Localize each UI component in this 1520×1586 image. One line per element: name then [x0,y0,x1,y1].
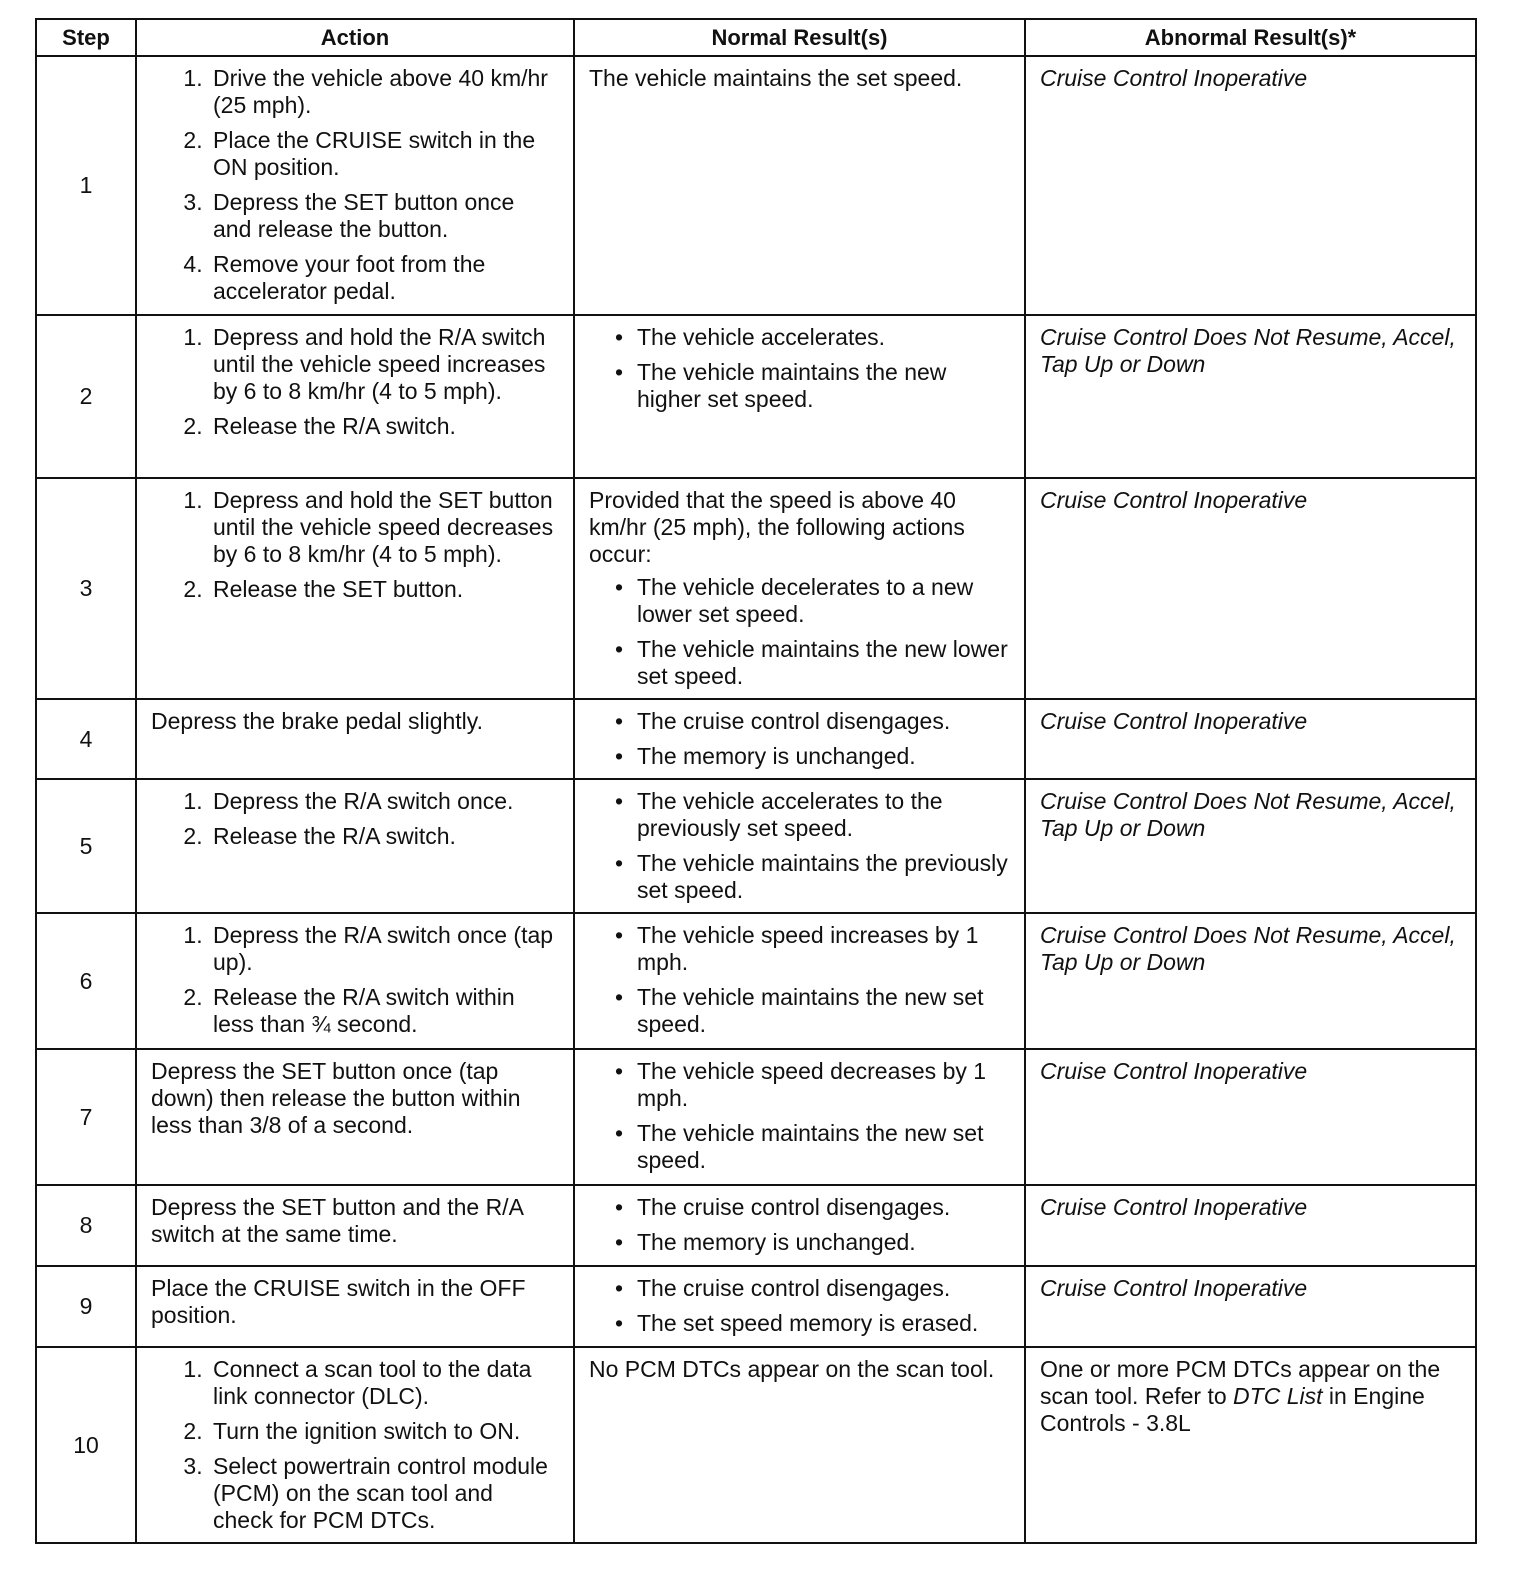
abnormal-result-text [1040,1356,1461,1437]
table-row [36,315,1476,478]
table-row [36,699,1476,779]
normal-result-cell [574,478,1025,699]
action-cell: Depress the SET button and the R/A switch at the same time. [136,1185,574,1266]
normal-result-text: The vehicle maintains the set speed. [589,65,963,91]
normal-result-item: • The set speed memory is erased. [637,1310,1010,1337]
table-row [36,1049,1476,1185]
action-item: 3. Select powertrain control module (PCM) on the scan tool and check for PCM DTCs. [209,1453,559,1534]
abnormal-result-cell: Cruise Control Inoperative [1025,1266,1476,1347]
normal-result-item: • The vehicle maintains the new lower set speed. [637,636,1010,690]
step-number: 2 [36,315,136,478]
table-row [36,779,1476,913]
normal-result-item: • The vehicle accelerates. [637,324,1010,351]
normal-result-item: • The vehicle speed increases by 1 mph. [637,922,1010,976]
table-row [36,913,1476,1049]
step-number: 9 [36,1266,136,1347]
cruise-control-diagnostic-table [35,18,1477,1544]
normal-result-item: • The cruise control disengages. [637,1194,1010,1221]
header-normal-results: Normal Result(s) [574,19,1025,56]
abnormal-result-cell: Cruise Control Inoperative [1025,1049,1476,1185]
normal-result-cell [574,779,1025,913]
normal-result-lead: Provided that the speed is above 40 km/hr (25 mph), the following actions occur: [589,487,965,567]
normal-result-cell [574,913,1025,1049]
action-item: 2. Release the SET button. [209,576,559,603]
abnormal-text-part: in Engine Controls - 3.8L [1040,1383,1425,1436]
normal-result-cell [574,699,1025,779]
abnormal-result-cell [1025,1347,1476,1543]
action-item: 1. Drive the vehicle above 40 km/hr (25 mph). [209,65,559,119]
action-cell [136,56,574,315]
step-number: 3 [36,478,136,699]
abnormal-result-cell: Cruise Control Inoperative [1025,699,1476,779]
normal-result-item: • The cruise control disengages. [637,1275,1010,1302]
normal-result-item: • The vehicle maintains the new set speed. [637,1120,1010,1174]
normal-result-cell [574,56,1025,315]
table-row [36,1347,1476,1543]
normal-result-cell [574,1049,1025,1185]
table-row [36,478,1476,699]
action-cell: Depress the SET button once (tap down) then release the button within less than 3/8 of a second. [136,1049,574,1185]
action-item: 2. Release the R/A switch within less than ¾ second. [209,984,559,1038]
action-item: 2. Place the CRUISE switch in the ON position. [209,127,559,181]
action-cell [136,779,574,913]
abnormal-result-cell: Cruise Control Inoperative [1025,478,1476,699]
normal-result-item: • The vehicle accelerates to the previously set speed. [637,788,1010,842]
abnormal-text-part: One or more PCM DTCs appear on the scan tool. Refer to [1040,1356,1441,1409]
normal-result-cell [574,1266,1025,1347]
abnormal-result-cell: Cruise Control Does Not Resume, Accel, Tap Up or Down [1025,779,1476,913]
action-item: 3. Depress the SET button once and release the button. [209,189,559,243]
normal-result-item: • The cruise control disengages. [637,708,1010,735]
normal-result-item: • The memory is unchanged. [637,743,1010,770]
table-row [36,56,1476,315]
normal-result-item: • The vehicle decelerates to a new lower set speed. [637,574,1010,628]
normal-result-item: • The vehicle maintains the previously set speed. [637,850,1010,904]
step-number: 10 [36,1347,136,1543]
action-item: 2. Release the R/A switch. [209,413,559,440]
action-item: 2. Turn the ignition switch to ON. [209,1418,559,1445]
step-number: 4 [36,699,136,779]
action-item: 4. Remove your foot from the accelerator pedal. [209,251,559,305]
table-row [36,1266,1476,1347]
normal-result-item: • The vehicle maintains the new set speed. [637,984,1010,1038]
action-item: 2. Release the R/A switch. [209,823,559,850]
action-cell [136,478,574,699]
action-cell [136,315,574,478]
header-action: Action [136,19,574,56]
action-cell [136,913,574,1049]
abnormal-result-cell: Cruise Control Inoperative [1025,56,1476,315]
normal-result-cell [574,1347,1025,1543]
normal-result-cell [574,315,1025,478]
normal-result-text: No PCM DTCs appear on the scan tool. [589,1356,995,1382]
header-row [36,19,1476,56]
step-number: 5 [36,779,136,913]
header-step: Step [36,19,136,56]
action-item: 1. Depress and hold the SET button until the vehicle speed decreases by 6 to 8 km/hr (4 to 5 mph). [209,487,559,568]
abnormal-result-cell: Cruise Control Does Not Resume, Accel, Tap Up or Down [1025,913,1476,1049]
table-row [36,1185,1476,1266]
dtc-list-reference: DTC List [1233,1383,1323,1409]
normal-result-item: • The vehicle maintains the new higher set speed. [637,359,1010,413]
step-number: 8 [36,1185,136,1266]
action-item: 1. Depress the R/A switch once (tap up). [209,922,559,976]
action-cell: Depress the brake pedal slightly. [136,699,574,779]
step-number: 1 [36,56,136,315]
header-abnormal-results: Abnormal Result(s)* [1025,19,1476,56]
normal-result-cell [574,1185,1025,1266]
action-item: 1. Connect a scan tool to the data link connector (DLC). [209,1356,559,1410]
normal-result-item: • The memory is unchanged. [637,1229,1010,1256]
step-number: 7 [36,1049,136,1185]
action-item: 1. Depress the R/A switch once. [209,788,559,815]
abnormal-result-cell: Cruise Control Does Not Resume, Accel, Tap Up or Down [1025,315,1476,478]
action-cell [136,1347,574,1543]
action-cell: Place the CRUISE switch in the OFF position. [136,1266,574,1347]
step-number: 6 [36,913,136,1049]
action-item: 1. Depress and hold the R/A switch until the vehicle speed increases by 6 to 8 km/hr (4 to 5 mph). [209,324,559,405]
abnormal-result-cell: Cruise Control Inoperative [1025,1185,1476,1266]
normal-result-item: • The vehicle speed decreases by 1 mph. [637,1058,1010,1112]
